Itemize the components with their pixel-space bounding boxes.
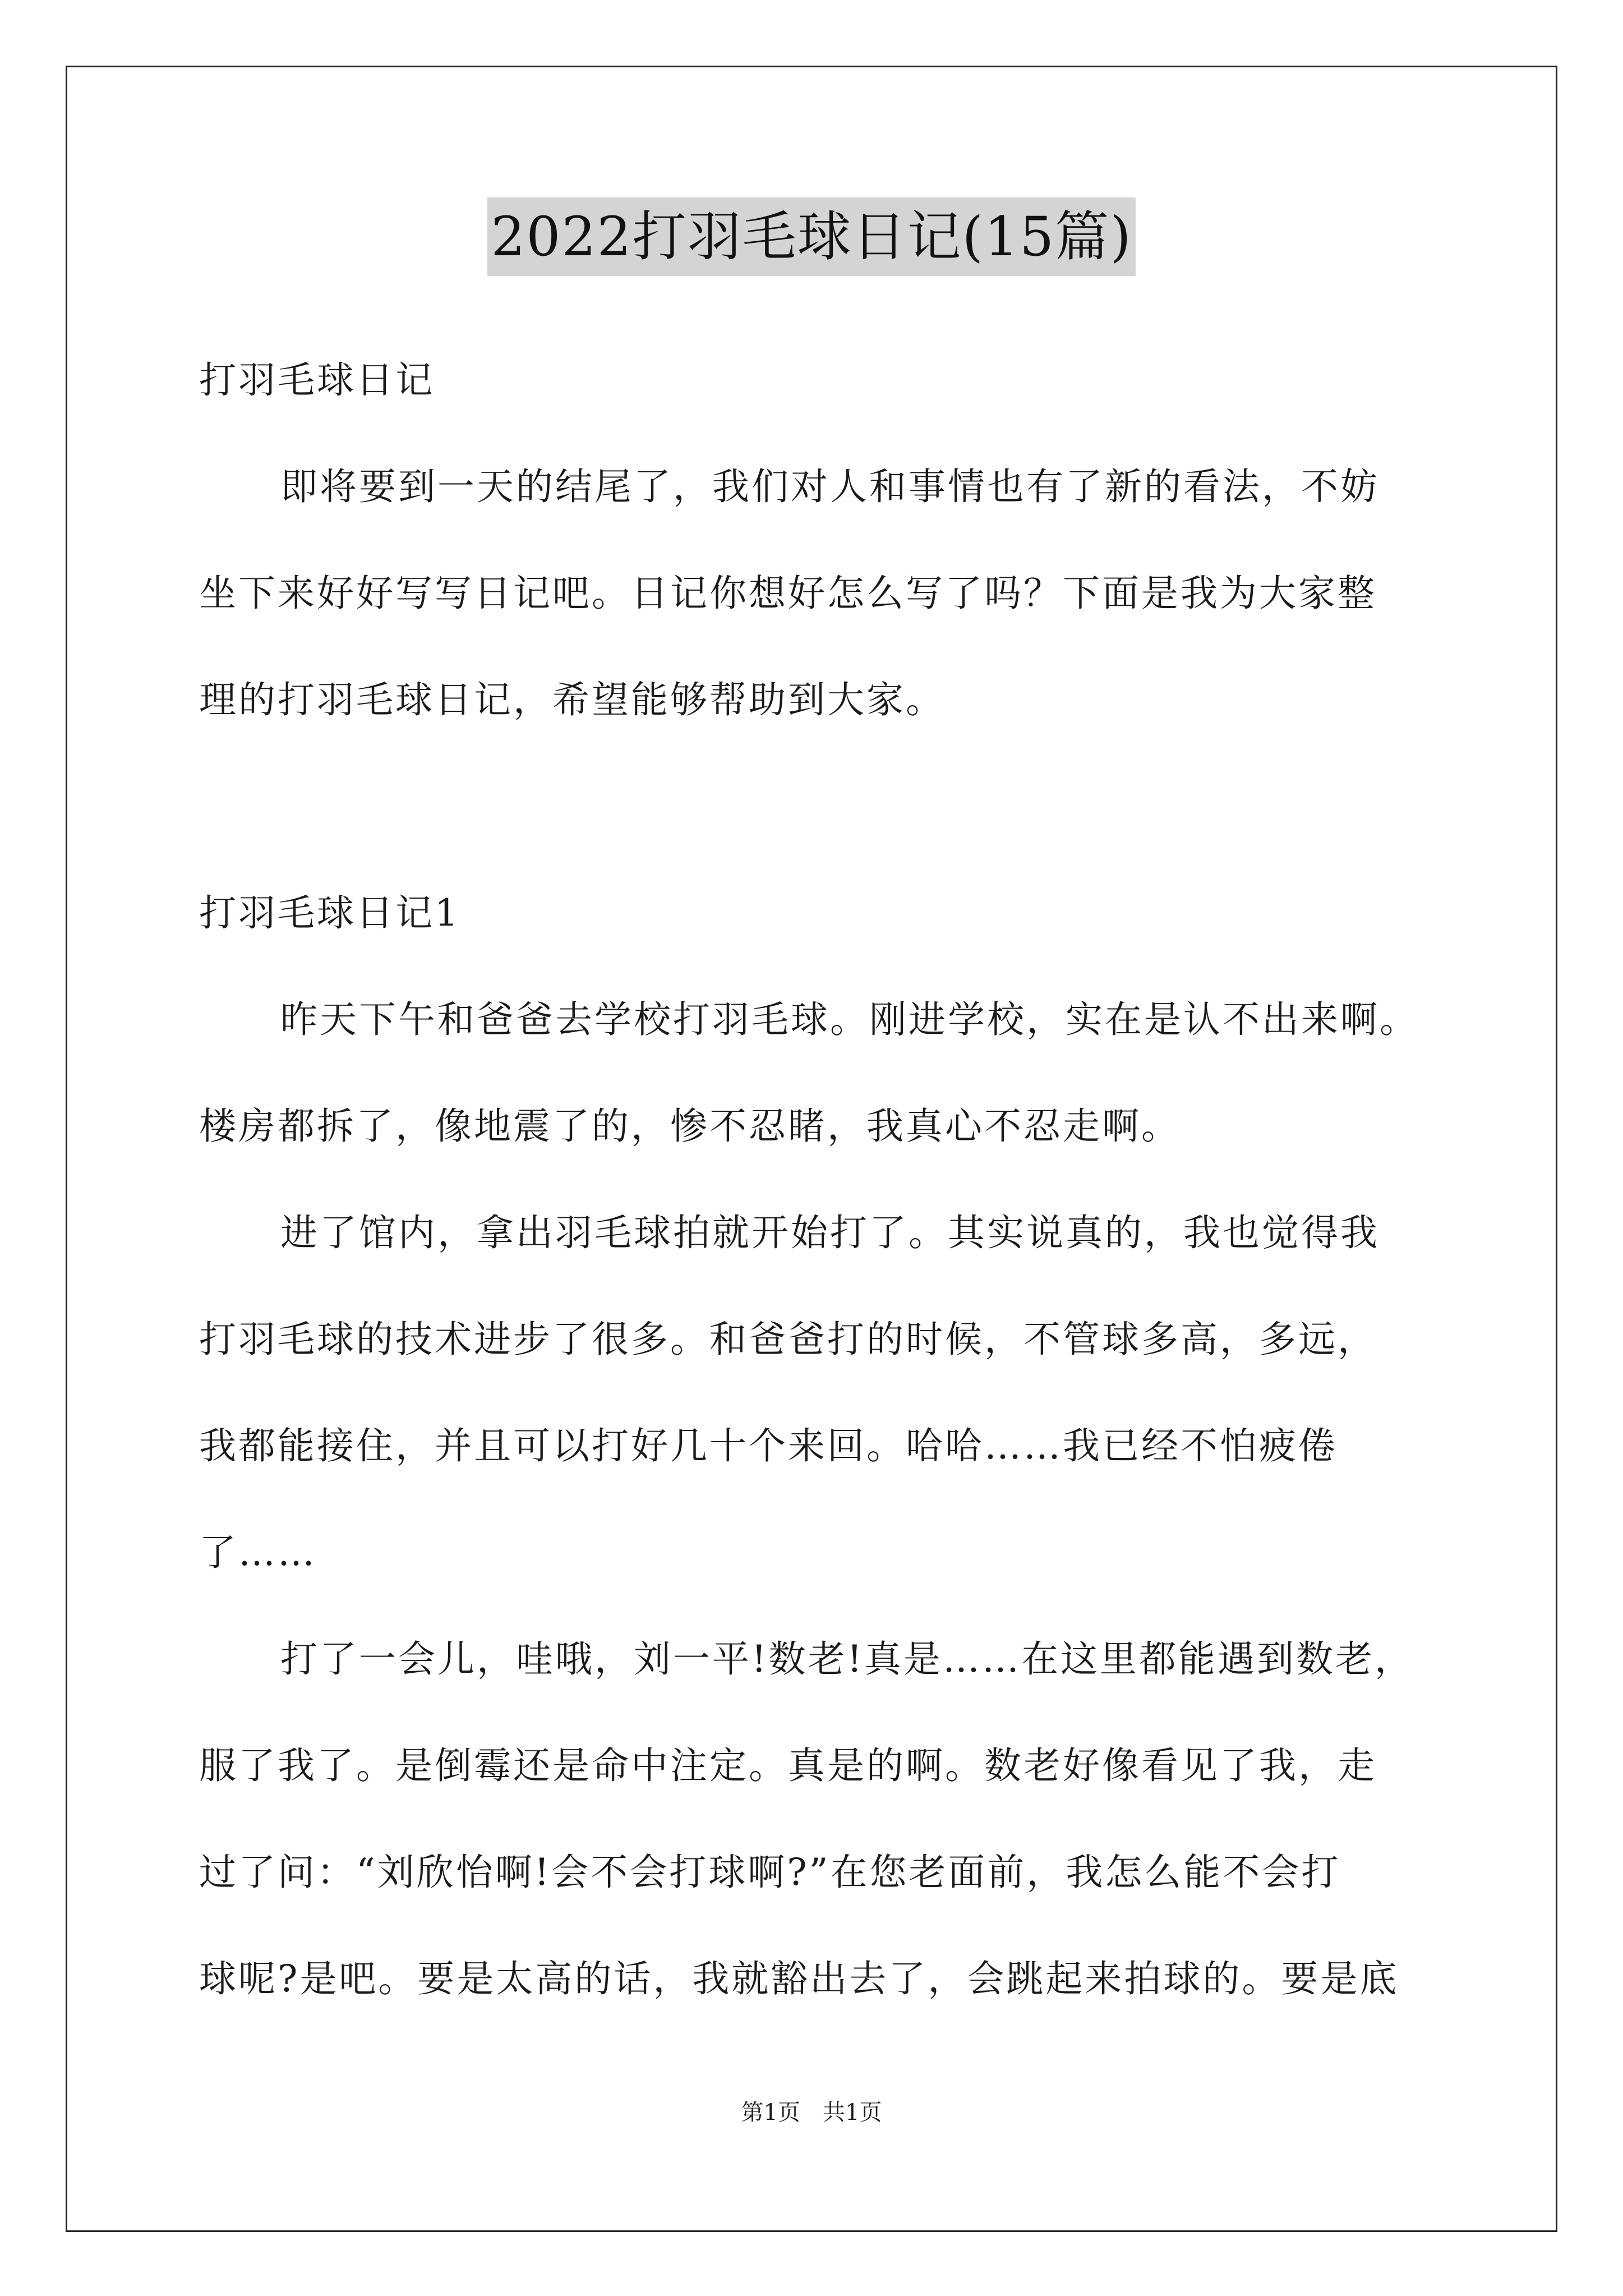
section-heading: 打羽毛球日记1 (199, 891, 460, 935)
document-title: 2022打羽毛球日记(15篇) (487, 197, 1135, 276)
intro-line: 即将要到一天的结尾了，我们对人和事情也有了新的看法，不妨 (280, 465, 1380, 508)
body-line: 进了馆内，拿出羽毛球拍就开始打了。其实说真的，我也觉得我 (280, 1211, 1380, 1254)
intro-line: 坐下来好好写写日记吧。日记你想好怎么写了吗？下面是我为大家整 (199, 572, 1377, 615)
intro-line: 理的打羽毛球日记，希望能够帮助到大家。 (199, 678, 945, 721)
body-line: 球呢?是吧。要是太高的话，我就豁出去了，会跳起来拍球的。要是底 (199, 1957, 1399, 2000)
intro-heading: 打羽毛球日记 (199, 358, 435, 402)
body-line: 过了问：“刘欣怡啊!会不会打球啊?”在您老面前，我怎么能不会打 (199, 1851, 1341, 1894)
body-line: 我都能接住，并且可以打好几十个来回。哈哈……我已经不怕疲倦 (199, 1424, 1338, 1467)
body-line: 打羽毛球的技术进步了很多。和爸爸打的时候，不管球多高，多远， (199, 1318, 1377, 1361)
body-line: 打了一会儿，哇哦，刘一平!数老!真是……在这里都能遇到数老， (280, 1637, 1414, 1681)
body-line: 昨天下午和爸爸去学校打羽毛球。刚进学校，实在是认不出来啊。 (280, 998, 1419, 1041)
body-line: 楼房都拆了，像地震了的，惨不忍睹，我真心不忍走啊。 (199, 1105, 1181, 1148)
page-footer: 第1页 共1页 (741, 2100, 882, 2125)
body-line: 了…… (199, 1531, 317, 1574)
body-line: 服了我了。是倒霉还是命中注定。真是的啊。数老好像看见了我，走 (199, 1744, 1377, 1787)
title-container (0, 197, 1623, 276)
